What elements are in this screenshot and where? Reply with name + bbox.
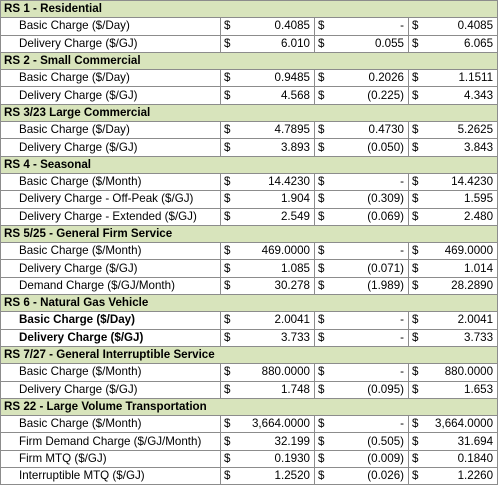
rate-row — [1, 277, 498, 294]
currency-symbol: $ — [315, 35, 333, 52]
rate-row — [1, 208, 498, 225]
current-rate-value: 0.9485 — [239, 70, 315, 87]
current-rate-value: 1.085 — [239, 260, 315, 277]
currency-symbol: $ — [409, 416, 427, 433]
currency-symbol: $ — [409, 364, 427, 381]
currency-symbol: $ — [409, 191, 427, 208]
currency-symbol: $ — [221, 381, 239, 398]
currency-symbol: $ — [221, 433, 239, 450]
new-rate-value: 3.843 — [427, 139, 498, 156]
currency-symbol: $ — [315, 70, 333, 87]
rate-change-value: - — [333, 312, 409, 329]
rate-label: Basic Charge ($/Month) — [1, 364, 221, 381]
currency-symbol: $ — [221, 260, 239, 277]
rate-row — [1, 381, 498, 398]
current-rate-value: 3,664.0000 — [239, 416, 315, 433]
currency-symbol: $ — [315, 433, 333, 450]
rate-change-value: (0.071) — [333, 260, 409, 277]
rate-row — [1, 139, 498, 156]
section-header-row — [1, 295, 498, 312]
rate-label: Basic Charge ($/Month) — [1, 173, 221, 190]
currency-symbol: $ — [409, 329, 427, 346]
rate-label: Basic Charge ($/Day) — [1, 122, 221, 139]
current-rate-value: 1.2520 — [239, 468, 315, 485]
section-title: RS 1 - Residential — [1, 1, 498, 18]
rate-change-value: (1.989) — [333, 277, 409, 294]
new-rate-value: 469.0000 — [427, 243, 498, 260]
rate-change-value: (0.050) — [333, 139, 409, 156]
current-rate-value: 14.4230 — [239, 173, 315, 190]
currency-symbol: $ — [221, 70, 239, 87]
currency-symbol: $ — [221, 312, 239, 329]
currency-symbol: $ — [221, 139, 239, 156]
new-rate-value: 3.733 — [427, 329, 498, 346]
current-rate-value: 4.7895 — [239, 122, 315, 139]
rate-label: Delivery Charge ($/GJ) — [1, 87, 221, 104]
rate-table-body — [1, 1, 498, 485]
current-rate-value: 3.733 — [239, 329, 315, 346]
rate-label: Delivery Charge ($/GJ) — [1, 381, 221, 398]
currency-symbol: $ — [221, 87, 239, 104]
rate-change-value: (0.009) — [333, 450, 409, 467]
current-rate-value: 6.010 — [239, 35, 315, 52]
rate-change-value: (0.026) — [333, 468, 409, 485]
currency-symbol: $ — [409, 173, 427, 190]
currency-symbol: $ — [221, 35, 239, 52]
rate-label: Interruptible MTQ ($/GJ) — [1, 468, 221, 485]
rate-row — [1, 416, 498, 433]
current-rate-value: 0.1930 — [239, 450, 315, 467]
rate-change-value: - — [333, 173, 409, 190]
currency-symbol: $ — [409, 381, 427, 398]
currency-symbol: $ — [315, 450, 333, 467]
rate-change-value: 0.2026 — [333, 70, 409, 87]
currency-symbol: $ — [221, 450, 239, 467]
currency-symbol: $ — [409, 277, 427, 294]
currency-symbol: $ — [315, 173, 333, 190]
currency-symbol: $ — [221, 173, 239, 190]
section-title: RS 3/23 Large Commercial — [1, 104, 498, 121]
rate-change-value: (0.309) — [333, 191, 409, 208]
rate-row — [1, 191, 498, 208]
currency-symbol: $ — [315, 468, 333, 485]
currency-symbol: $ — [315, 87, 333, 104]
currency-symbol: $ — [315, 18, 333, 35]
new-rate-value: 0.1840 — [427, 450, 498, 467]
section-title: RS 7/27 - General Interruptible Service — [1, 346, 498, 363]
currency-symbol: $ — [315, 312, 333, 329]
rate-change-value: (0.095) — [333, 381, 409, 398]
currency-symbol: $ — [315, 260, 333, 277]
rate-change-value: - — [333, 18, 409, 35]
rate-change-value: (0.069) — [333, 208, 409, 225]
current-rate-value: 32.199 — [239, 433, 315, 450]
currency-symbol: $ — [221, 243, 239, 260]
currency-symbol: $ — [409, 18, 427, 35]
rate-row — [1, 450, 498, 467]
currency-symbol: $ — [315, 122, 333, 139]
rate-label: Delivery Charge ($/GJ) — [1, 139, 221, 156]
currency-symbol: $ — [409, 468, 427, 485]
rate-change-value: (0.505) — [333, 433, 409, 450]
currency-symbol: $ — [315, 191, 333, 208]
currency-symbol: $ — [315, 416, 333, 433]
new-rate-value: 2.0041 — [427, 312, 498, 329]
current-rate-value: 3.893 — [239, 139, 315, 156]
new-rate-value: 5.2625 — [427, 122, 498, 139]
section-header-row — [1, 1, 498, 18]
rate-label: Delivery Charge - Extended ($/GJ) — [1, 208, 221, 225]
rate-row — [1, 173, 498, 190]
currency-symbol: $ — [409, 35, 427, 52]
rate-label: Delivery Charge ($/GJ) — [1, 329, 221, 346]
currency-symbol: $ — [315, 329, 333, 346]
current-rate-value: 0.4085 — [239, 18, 315, 35]
currency-symbol: $ — [409, 243, 427, 260]
rate-label: Basic Charge ($/Month) — [1, 416, 221, 433]
currency-symbol: $ — [409, 450, 427, 467]
section-title: RS 2 - Small Commercial — [1, 52, 498, 69]
rate-label: Demand Charge ($/GJ/Month) — [1, 277, 221, 294]
rate-row — [1, 260, 498, 277]
currency-symbol: $ — [221, 416, 239, 433]
rate-label: Firm MTQ ($/GJ) — [1, 450, 221, 467]
new-rate-value: 1.2260 — [427, 468, 498, 485]
currency-symbol: $ — [409, 260, 427, 277]
rate-row — [1, 87, 498, 104]
section-header-row — [1, 156, 498, 173]
new-rate-value: 0.4085 — [427, 18, 498, 35]
current-rate-value: 30.278 — [239, 277, 315, 294]
currency-symbol: $ — [221, 208, 239, 225]
current-rate-value: 1.904 — [239, 191, 315, 208]
currency-symbol: $ — [409, 122, 427, 139]
currency-symbol: $ — [409, 87, 427, 104]
new-rate-value: 6.065 — [427, 35, 498, 52]
rate-row — [1, 243, 498, 260]
rate-change-value: 0.4730 — [333, 122, 409, 139]
currency-symbol: $ — [315, 243, 333, 260]
section-title: RS 5/25 - General Firm Service — [1, 225, 498, 242]
currency-symbol: $ — [221, 122, 239, 139]
current-rate-value: 4.568 — [239, 87, 315, 104]
new-rate-value: 28.2890 — [427, 277, 498, 294]
new-rate-value: 1.595 — [427, 191, 498, 208]
section-header-row — [1, 225, 498, 242]
rate-row — [1, 18, 498, 35]
currency-symbol: $ — [409, 208, 427, 225]
rate-label: Basic Charge ($/Day) — [1, 18, 221, 35]
currency-symbol: $ — [315, 381, 333, 398]
rate-change-value: - — [333, 329, 409, 346]
rate-label: Firm Demand Charge ($/GJ/Month) — [1, 433, 221, 450]
rate-row — [1, 364, 498, 381]
rate-change-value: (0.225) — [333, 87, 409, 104]
section-header-row — [1, 398, 498, 415]
currency-symbol: $ — [221, 18, 239, 35]
current-rate-value: 2.0041 — [239, 312, 315, 329]
new-rate-value: 4.343 — [427, 87, 498, 104]
section-title: RS 6 - Natural Gas Vehicle — [1, 295, 498, 312]
new-rate-value: 1.653 — [427, 381, 498, 398]
current-rate-value: 880.0000 — [239, 364, 315, 381]
current-rate-value: 1.748 — [239, 381, 315, 398]
rate-row — [1, 468, 498, 485]
currency-symbol: $ — [315, 208, 333, 225]
section-header-row — [1, 52, 498, 69]
rate-label: Delivery Charge - Off-Peak ($/GJ) — [1, 191, 221, 208]
current-rate-value: 2.549 — [239, 208, 315, 225]
currency-symbol: $ — [221, 468, 239, 485]
rate-change-value: - — [333, 416, 409, 433]
new-rate-value: 3,664.0000 — [427, 416, 498, 433]
rate-label: Basic Charge ($/Day) — [1, 312, 221, 329]
section-title: RS 22 - Large Volume Transportation — [1, 398, 498, 415]
section-title: RS 4 - Seasonal — [1, 156, 498, 173]
new-rate-value: 1.1511 — [427, 70, 498, 87]
rate-change-value: - — [333, 243, 409, 260]
new-rate-value: 1.014 — [427, 260, 498, 277]
currency-symbol: $ — [409, 139, 427, 156]
rate-change-value: 0.055 — [333, 35, 409, 52]
section-header-row — [1, 104, 498, 121]
rate-row — [1, 433, 498, 450]
new-rate-value: 14.4230 — [427, 173, 498, 190]
currency-symbol: $ — [221, 191, 239, 208]
rate-label: Basic Charge ($/Month) — [1, 243, 221, 260]
rate-row — [1, 70, 498, 87]
rate-row — [1, 329, 498, 346]
new-rate-value: 2.480 — [427, 208, 498, 225]
rate-change-value: - — [333, 364, 409, 381]
currency-symbol: $ — [221, 329, 239, 346]
rate-row — [1, 35, 498, 52]
currency-symbol: $ — [315, 277, 333, 294]
section-header-row — [1, 346, 498, 363]
currency-symbol: $ — [409, 433, 427, 450]
new-rate-value: 31.694 — [427, 433, 498, 450]
currency-symbol: $ — [315, 139, 333, 156]
current-rate-value: 469.0000 — [239, 243, 315, 260]
new-rate-value: 880.0000 — [427, 364, 498, 381]
currency-symbol: $ — [409, 312, 427, 329]
currency-symbol: $ — [221, 364, 239, 381]
currency-symbol: $ — [221, 277, 239, 294]
currency-symbol: $ — [315, 364, 333, 381]
rate-label: Basic Charge ($/Day) — [1, 70, 221, 87]
rate-row — [1, 312, 498, 329]
rate-row — [1, 122, 498, 139]
currency-symbol: $ — [409, 70, 427, 87]
rate-label: Delivery Charge ($/GJ) — [1, 260, 221, 277]
rate-label: Delivery Charge ($/GJ) — [1, 35, 221, 52]
